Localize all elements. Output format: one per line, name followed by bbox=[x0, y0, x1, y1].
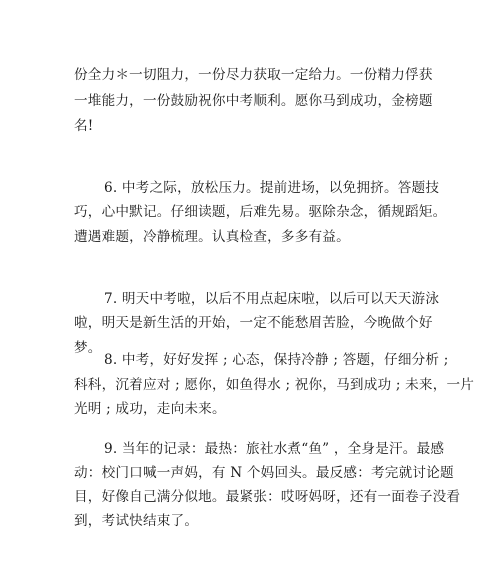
paragraph-7-line-2: 啦，明天是新生活的开始，一定不能愁眉苦脸，今晚做个好 bbox=[74, 315, 433, 331]
paragraph-1-line-2: 一堆能力，一份鼓励祝你中考顺利。愿你马到成功，金榜题 bbox=[74, 93, 433, 109]
paragraph-6-line-2: 巧，心中默记。仔细读题，后难先易。驱除杂念，循规蹈矩。 bbox=[74, 204, 447, 220]
paragraph-9-line-4: 到，考试快结束了。 bbox=[74, 513, 199, 529]
paragraph-6-line-1: 6. 中考之际，放松压力。提前进场，以免拥挤。答题技 bbox=[104, 180, 440, 196]
paragraph-7-line-3: 梦。 bbox=[74, 340, 102, 356]
paragraph-8-line-3: 光明 ; 成功，走向未来。 bbox=[74, 401, 226, 417]
paragraph-9-line-1: 9. 当年的记录：最热：旅社水煮“鱼” ，全身是汗。最感 bbox=[104, 441, 445, 457]
paragraph-6-line-3: 遭遇难题，冷静梳理。认真检查，多多有益。 bbox=[74, 229, 350, 245]
paragraph-8-line-2: 科科，沉着应对 ; 愿你，如鱼得水 ; 祝你，马到成功 ; 未来，一片 bbox=[74, 377, 475, 393]
paragraph-8-line-1: 8. 中考，好好发挥 ; 心态，保持冷静 ; 答题，仔细分析 ; bbox=[104, 352, 449, 368]
paragraph-7-line-1: 7. 明天中考啦，以后不用点起床啦，以后可以天天游泳 bbox=[104, 291, 440, 307]
paragraph-1-line-1: 份全力＊一切阻力，一份尽力获取一定给力。一份精力俘获 bbox=[74, 67, 433, 83]
paragraph-9-line-2: 动：校门口喊一声妈，有 N 个妈回头。最反感：考完就讨论题 bbox=[74, 465, 454, 481]
paragraph-1-line-3: 名! bbox=[74, 118, 94, 134]
paragraph-9-line-3: 目，好像自己满分似地。最紧张：哎呀妈呀，还有一面卷子没看 bbox=[74, 489, 461, 505]
